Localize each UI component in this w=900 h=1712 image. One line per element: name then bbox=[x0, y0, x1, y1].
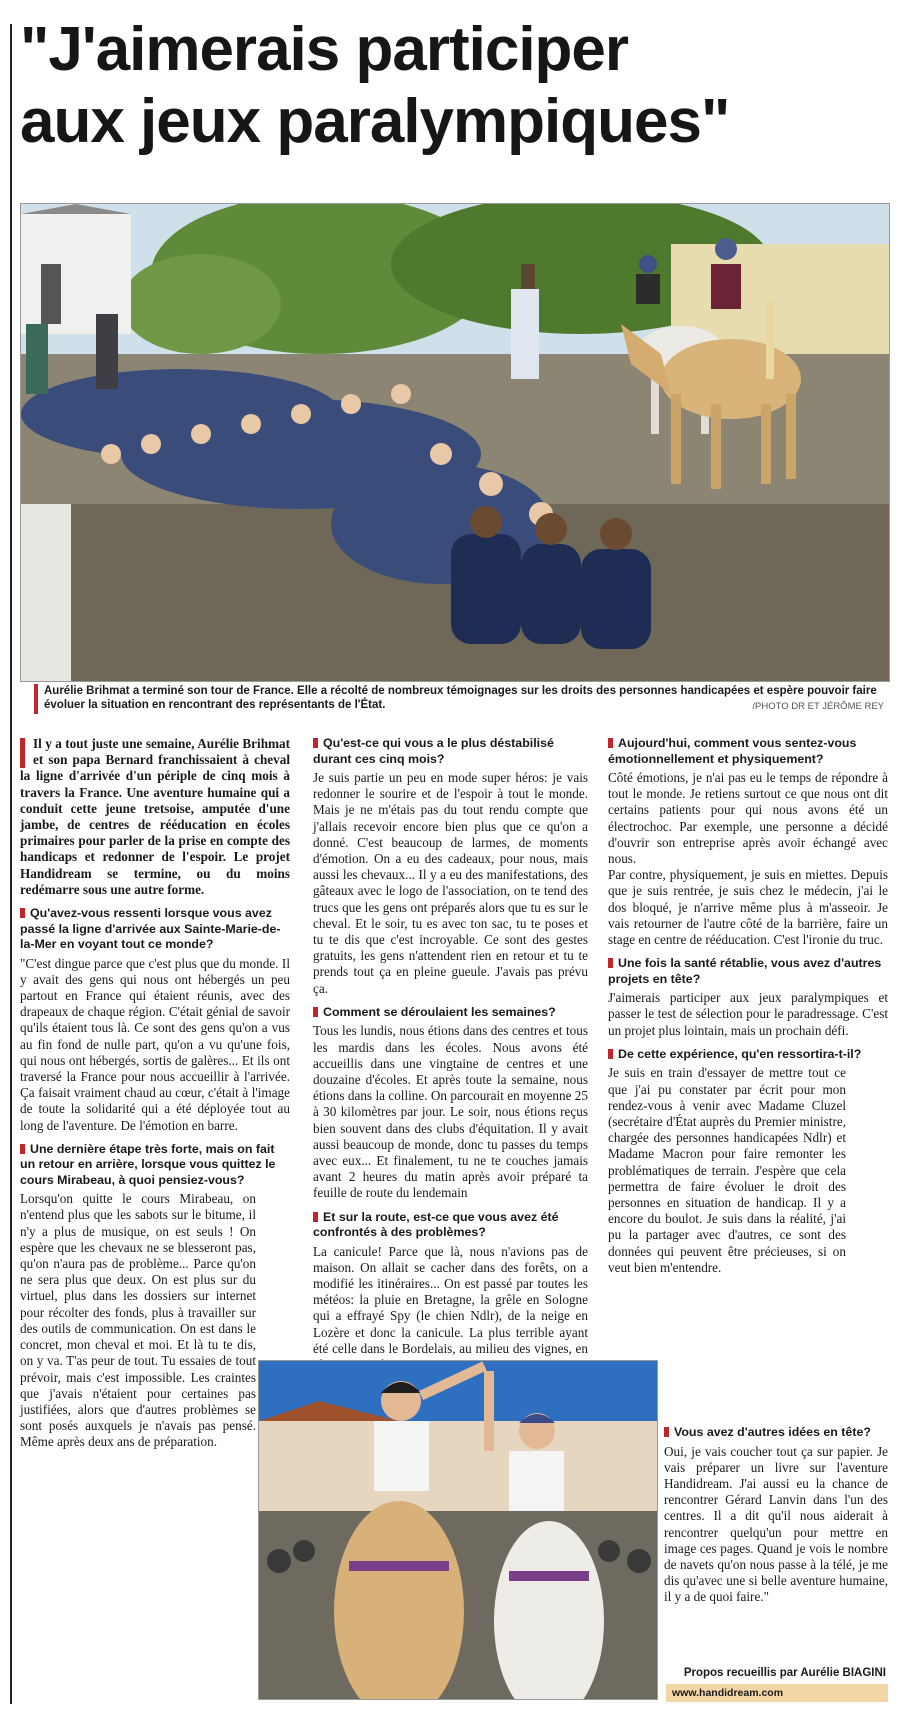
byline: Propos recueillis par Aurélie BIAGINI bbox=[683, 1667, 886, 1679]
headline-line-2: aux jeux paralympiques" bbox=[20, 87, 730, 156]
website-link[interactable]: www.handidream.com bbox=[666, 1684, 888, 1702]
caption-marker bbox=[34, 684, 38, 714]
headline bbox=[20, 14, 880, 158]
main-photo bbox=[20, 203, 890, 682]
question-5: Et sur la route, est-ce que vous avez été confrontés à des problèmes? bbox=[313, 1209, 559, 1240]
article-column-3 bbox=[608, 736, 888, 1284]
answer-4: Tous les lundis, nous étions dans des centres et tous les mardis dans les écoles. Nous avons été accueillis dans une vingtaine de centres et une douzaine d'écoles. Et après toute la semaine, nous étions dans la colline. On parcourait en moyenne 25 à 30 kilomètres par jour. Le soir, nous étions reçus bien souvent dans des clubs d'équitation. Il y avait aussi beaucoup de monde, donc tu passes du temps avec eux... Et finalement, tu ne te couches jamais avant 2 heures du matin après avoir préparé ta feuille de route du lendemain bbox=[313, 1023, 588, 1201]
answer-6-continued: Par contre, physiquement, je suis en miettes. Depuis que je suis rentrée, je suis chez le médecin, j'ai le dos bloqué, je n'arrive même plus à m'asseoir. Je vais retourner de l'autre côté de la barrière, faire un stage en centre de rééducation. C'est l'ironie du truc. bbox=[608, 867, 888, 948]
question-2: Une dernière étape très forte, mais on fait un retour en arrière, lorsque vous quittez le cours Mirabeau, à quoi pensiez-vous? bbox=[20, 1141, 276, 1187]
answer-7: J'aimerais participer aux jeux paralympiques et passer le test de sélection pour le paradressage. C'est un projet plus lointain, mais un prochain défi. bbox=[608, 990, 888, 1038]
question-1: Qu'avez-vous ressenti lorsque vous avez passé la ligne d'arrivée aux Sainte-Marie-de-la-Mer en voyant tout ce monde? bbox=[20, 906, 281, 952]
photo-credit: /PHOTO DR ET JÉRÔME REY bbox=[752, 701, 884, 712]
question-9: Vous avez d'autres idées en tête? bbox=[664, 1425, 888, 1441]
article-column-3-continued bbox=[664, 1425, 888, 1614]
article-intro: Il y a tout juste une semaine, Aurélie Brihmat et son papa Bernard franchissaient à cheval la ligne d'arrivée d'un périple de cinq mois à travers la France. Une aventure humaine qui a conduit cette jeune tretsoise, amputée d'une jambe, de centres de rééducation en écoles primaires pour parler de la prise en compte des handicaps et redonner de l'espoir. Le projet Handidream se termine, ou du moins redémarre sous une autre forme. bbox=[20, 736, 290, 897]
riders-photo bbox=[258, 1360, 658, 1700]
article-column-2 bbox=[313, 736, 588, 1381]
answer-5: La canicule! Parce que là, nous n'avions pas de maison. On allait se cacher dans des forêts, on a modifié les itinéraires... On est passé par toutes les météos: la pluie en Bretagne, la grêle en Sologne qui a effrayé Spy (le chien Ndlr), de la neige en Lozère et donc la canicule. La plus terrible ayant été celle dans le Bordelais, au milieu des vignes, en bbox=[313, 1243, 588, 1356]
intro-marker bbox=[20, 738, 25, 768]
question-6: Aujourd'hui, comment vous sentez-vous émotionnellement et physiquement? bbox=[608, 736, 857, 766]
answer-6: Côté émotions, je n'ai pas eu le temps de répondre à tout le monde. Je retiens surtout ce que nous ont dit certains patients pour qui nous avons été un électrochoc. Par exemple, une personne a décidé d'ouvrir son entreprise après avoir échangé avec nous. bbox=[608, 770, 888, 867]
left-column-rule bbox=[10, 24, 12, 1704]
answer-9: Oui, je vais coucher tout ça sur papier. Je vais préparer un livre sur l'aventure Handidream. J'ai aussi eu la chance de rencontrer Gérard Lanvin dans l'un des centres. Il a dit qu'il nous aiderait à rencontrer quelqu'un pour mettre en image ces pages. Quand je vois le nombre de navets qu'on nous passe à la télé, je me dis qu'avec une si belle aventure humaine, il y a de quoi faire." bbox=[664, 1443, 888, 1605]
answer-2: Lorsqu'on quitte le cours Mirabeau, on n'entend plus que les sabots sur le bitume, il n'y a plus de musique, on est seuls ! On espère que les chevaux ne se blesseront pas, qu'on n'aura pas de problème... Parce qu'on ne sera plus que deux. On est plus sur du virtuel, plus dans les dossiers sur internet pour récolter des fonds, plus à travailler sur des outils de communication. On est dans le concret, mon cheval et moi. Et là tu te dis, on y va. T'as peur de tout. Tu essaies de tout prévoir, mais c'est impossible. Les craintes que j'avais n'étaient pour certaines pas justifiées, alors que d'autres problèmes se sont posés auxquels je n'avais pas pensé. Même après deux ans de préparation. bbox=[20, 1191, 256, 1450]
headline-line-1: "J'aimerais participer bbox=[20, 15, 629, 84]
question-8: De cette expérience, qu'en ressortira-t-il? bbox=[608, 1047, 888, 1063]
article-column-1 bbox=[20, 736, 290, 1459]
answer-3: Je suis partie un peu en mode super héros: je vais redonner le sourire et de l'espoir à tout le monde. Mais je ne m'étais pas du tout rendu compte que j'allais recevoir encore bien plus que ce qu'on a donné. C'est beaucoup de larmes, de moments d'émotion. On a eu des cadeaux, pour nous, mais aussi les chevaux... Il y a eu des manifestations, des gâteaux avec le logo de l'association, on te tend des trucs que les gens ont préparés alors que tu es sur le cheval. Et le soir, tu es avec ton sac, tu te poses et tu te dis que c'est incroyable. Ce sont des gestes gratuits, les gens n'attendent rien en retour et tu te prends tout ça en pleine gueule. J'avais pas prévu ça. bbox=[313, 770, 588, 996]
question-7: Une fois la santé rétablie, vous avez d'autres projets en tête? bbox=[608, 956, 882, 986]
answer-8: Je suis en train d'essayer de mettre tout ce que j'ai pu constater par écrit pour mon rendez-vous à venir avec Madame Cluzel (secrétaire d'État auprès du Premier ministre, chargée des personnes handicapées Ndlr) et Madame Macron pour faire remonter les problématiques de terrain. J'espère que cela permettra de faire évoluer le droit des personnes en situation de handicap. Il y a encore du boulot. Je suis dans la réalité, j'ai pu la partager avec d'autres, ce sont des données qui peuvent être précieuses, si on veut bien m'entendre. bbox=[608, 1065, 846, 1275]
question-3: Qu'est-ce qui vous a le plus déstabilisé durant ces cinq mois? bbox=[313, 736, 554, 766]
question-4: Comment se déroulaient les semaines? bbox=[313, 1005, 588, 1021]
answer-1: "C'est dingue parce que c'est plus que du monde. Il y avait des gens qui nous ont hébergés un peu partout en France qui étaient réunis, avec des drapeaux de chaque région. C'était génial de savoir qu'ils étaient tous là. Ce sont des gens qu'on a vus au fin fond de nulle part, qu'on a vu qu'une fois, qui nous ont hébergés, sortis de galères... Et ils ont traversé la France pour nous accueillir à l'arrivée. Ça faisait vraiment chaud au cœur, c'était à l'image de toute la solidarité qui a été déployée tout au long de l'aventure. De l'émotion en barre. bbox=[20, 955, 290, 1133]
photo-caption: Aurélie Brihmat a terminé son tour de France. Elle a récolté de nombreux témoignages sur les droits des personnes handicapées et espère pouvoir faire évoluer la situation en rencontrant des représentants de l'État. bbox=[44, 685, 877, 711]
